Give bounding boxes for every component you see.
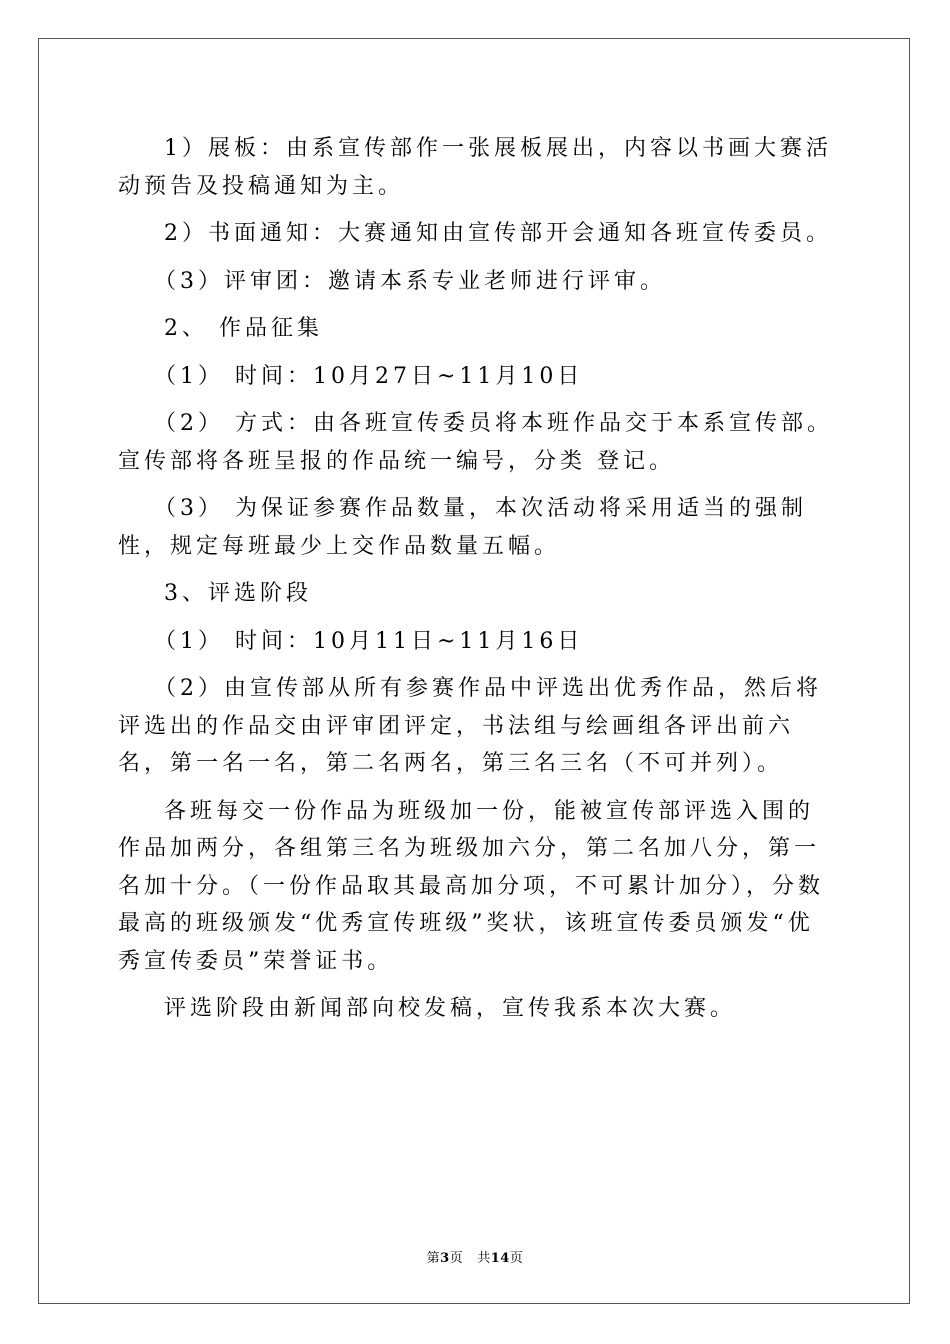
- paragraph-written-notice: 2）书面通知：大赛通知由宣传部开会通知各班宣传委员。: [164, 221, 832, 246]
- paragraph-scoring-rules: 各班每交一份作品为班级加一份，能被宣传部评选入围的作品加两分，各组第三名为班级加六分，第二名加八分，第一名加十分。（一份作品取其最高加分项，不可累计加分），分数最高的班级颁发“优秀宣传班级”奖状，该班宣传委员颁发“优秀宣传委员”荣誉证书。: [118, 798, 825, 974]
- paragraph-display-board: 1）展板：由系宣传部作一张展板展出，内容以书画大赛活动预告及投稿通知为主。: [118, 136, 832, 199]
- paragraph-collection-method: （2） 方式：由各班宣传委员将本班作品交于本系宣传部。宣传部将各班呈报的作品统一编号，分类 登记。: [118, 411, 833, 474]
- heading-selection-stage: 3、评选阶段: [164, 581, 312, 606]
- document-body: [118, 130, 834, 1038]
- footer-total-pages: 14: [490, 1251, 510, 1266]
- paragraph-jury: （3）评审团：邀请本系专业老师进行评审。: [154, 268, 666, 294]
- footer-total-suffix: 页: [509, 1251, 524, 1266]
- paragraph-collection-time: （1） 时间：10月27日~11月10日: [154, 363, 584, 389]
- footer-page-prefix: 第: [426, 1251, 441, 1266]
- footer-page-suffix: 页: [449, 1251, 464, 1266]
- footer-total-prefix: 共: [477, 1251, 491, 1266]
- paragraph-selection-process: （2）由宣传部从所有参赛作品中评选出优秀作品，然后将评选出的作品交由评审团评定，书法组与绘画组各评出前六名，第一名一名，第二名两名，第三名三名（不可并列）。: [118, 676, 822, 776]
- paragraph-selection-time: （1） 时间：10月11日~11月16日: [154, 628, 584, 654]
- paragraph-collection-quota: （3） 为保证参赛作品数量，本次活动将采用适当的强制性，规定每班最少上交作品数量五幅。: [118, 496, 807, 559]
- paragraph-press-release: 评选阶段由新闻部向校发稿，宣传我系本次大赛。: [164, 996, 737, 1021]
- page-footer: [0, 1247, 950, 1266]
- heading-work-collection: 2、 作品征集: [164, 316, 323, 341]
- footer-page-number: 3: [440, 1251, 450, 1266]
